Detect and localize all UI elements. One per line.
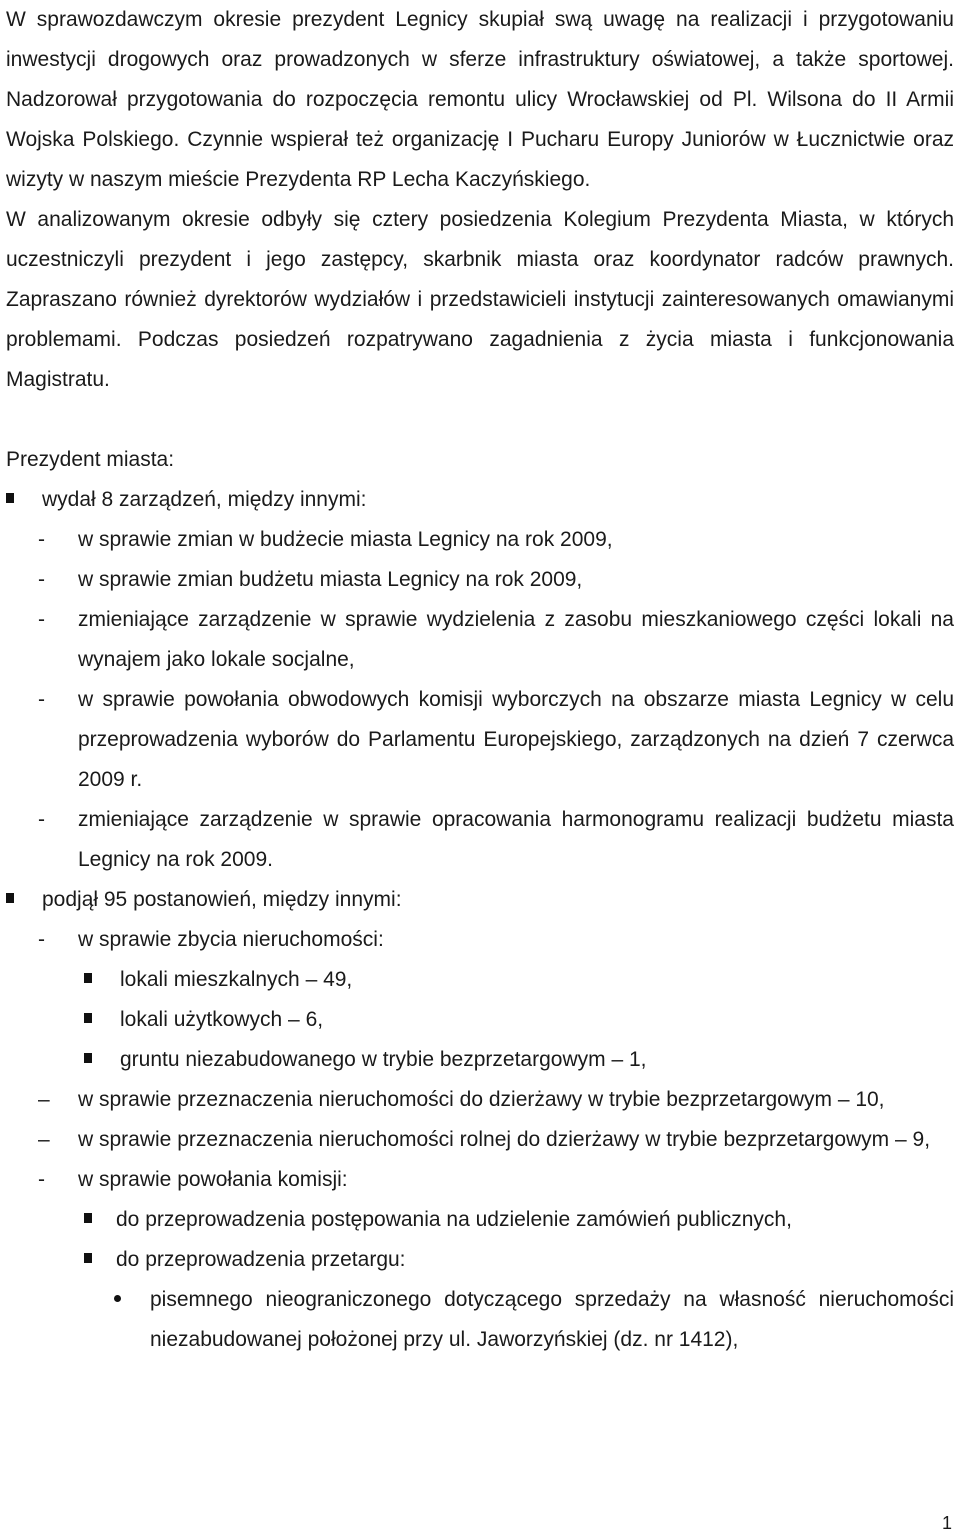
document-page	[6, 0, 954, 1360]
zarzadzenia-label: wydał 8 zarządzeń, między innymi:	[42, 488, 367, 511]
square-bullet-icon	[6, 480, 14, 520]
square-bullet-icon	[84, 960, 92, 1000]
intro-paragraph-2: W analizowanym okresie odbyły się cztery posiedzenia Kolegium Prezydenta Miasta, w których uczestniczyli prezydent i jego zastępcy, skarbnik miasta oraz koordynator radców prawnych. Zapraszano również dyrektorów wydziałów i przedstawicieli instytucji zainteresowanych omawianymi problemami. Podczas posiedzeń rozpatrywano zagadnienia z życia miasta i funkcjonowania Magistratu.	[6, 208, 954, 391]
komisja-przetarg-label: do przeprowadzenia przetargu:	[116, 1248, 406, 1271]
dash-marker: -	[38, 528, 45, 551]
list-item	[6, 1160, 954, 1200]
zarzadzenie-item: zmieniające zarządzenie w sprawie opracowania harmonogramu realizacji budżetu miasta Legnicy na rok 2009.	[78, 808, 954, 871]
list-item	[6, 520, 954, 560]
list-item	[6, 560, 954, 600]
list-item	[6, 1280, 954, 1360]
round-bullet-icon	[114, 1280, 121, 1320]
list-item	[6, 600, 954, 680]
list-item	[6, 920, 954, 960]
postanowienia-label: podjął 95 postanowień, między innymi:	[42, 888, 402, 911]
square-bullet-icon	[84, 1200, 92, 1240]
dzierzawa-rolna-item: w sprawie przeznaczenia nieruchomości rolnej do dzierżawy w trybie bezprzetargowym – 9,	[78, 1128, 931, 1151]
list-item	[6, 960, 954, 1000]
list-item	[6, 680, 954, 800]
list-item	[6, 1080, 954, 1120]
long-dash-marker: –	[38, 1128, 50, 1151]
dash-marker: -	[38, 568, 45, 591]
zbycie-item: lokali mieszkalnych – 49,	[120, 968, 353, 991]
list-item	[6, 1120, 954, 1160]
list-item	[6, 1240, 954, 1280]
dash-marker: -	[38, 808, 45, 831]
square-bullet-icon	[6, 880, 14, 920]
square-bullet-icon	[84, 1000, 92, 1040]
dash-marker: -	[38, 1168, 45, 1191]
list-item	[6, 1000, 954, 1040]
list-item	[6, 1200, 954, 1240]
zarzadzenie-item: w sprawie zmian w budżecie miasta Legnicy na rok 2009,	[78, 528, 613, 551]
list-item	[6, 1040, 954, 1080]
zarzadzenie-item: w sprawie zmian budżetu miasta Legnicy na rok 2009,	[78, 568, 583, 591]
dash-marker: -	[38, 928, 45, 951]
komisje-label: w sprawie powołania komisji:	[78, 1168, 348, 1191]
page-number: 1	[941, 1513, 952, 1533]
zbycie-label: w sprawie zbycia nieruchomości:	[78, 928, 384, 951]
list-item	[6, 480, 954, 520]
zarzadzenie-item: zmieniające zarządzenie w sprawie wydzielenia z zasobu mieszkaniowego części lokali na wynajem jako lokale socjalne,	[78, 608, 954, 671]
zbycie-item: gruntu niezabudowanego w trybie bezprzetargowym – 1,	[120, 1048, 647, 1071]
list-item	[6, 800, 954, 880]
dash-marker: -	[38, 608, 45, 631]
zarzadzenie-item: w sprawie powołania obwodowych komisji wyborczych na obszarze miasta Legnicy w celu przeprowadzenia wyborów do Parlamentu Europejskiego, zarządzonych na dzień 7 czerwca 2009 r.	[78, 688, 954, 791]
dzierzawa-item: w sprawie przeznaczenia nieruchomości do dzierżawy w trybie bezprzetargowym – 10,	[78, 1088, 885, 1111]
intro-paragraph-1: W sprawozdawczym okresie prezydent Legnicy skupiał swą uwagę na realizacji i przygotowaniu inwestycji drogowych oraz prowadzonych w sferze infrastruktury oświatowej, a także sportowej. Nadzorował przygotowania do rozpoczęcia remontu ulicy Wrocławskiej od Pl. Wilsona do II Armii Wojska Polskiego. Czynnie wspierał też organizację I Pucharu Europy Juniorów w Łucznictwie oraz wizyty w naszym mieście Prezydenta RP Lecha Kaczyńskiego.	[6, 8, 954, 191]
section-heading: Prezydent miasta:	[6, 448, 175, 471]
square-bullet-icon	[84, 1040, 92, 1080]
list-item	[6, 880, 954, 920]
square-bullet-icon	[84, 1240, 92, 1280]
dash-marker: -	[38, 688, 45, 711]
long-dash-marker: –	[38, 1088, 50, 1111]
komisja-zamowienia: do przeprowadzenia postępowania na udzielenie zamówień publicznych,	[116, 1208, 792, 1231]
przetarg-item: pisemnego nieograniczonego dotyczącego sprzedaży na własność nieruchomości niezabudowanej położonej przy ul. Jaworzyńskiej (dz. nr 1412),	[150, 1288, 954, 1351]
zbycie-item: lokali użytkowych – 6,	[120, 1008, 324, 1031]
